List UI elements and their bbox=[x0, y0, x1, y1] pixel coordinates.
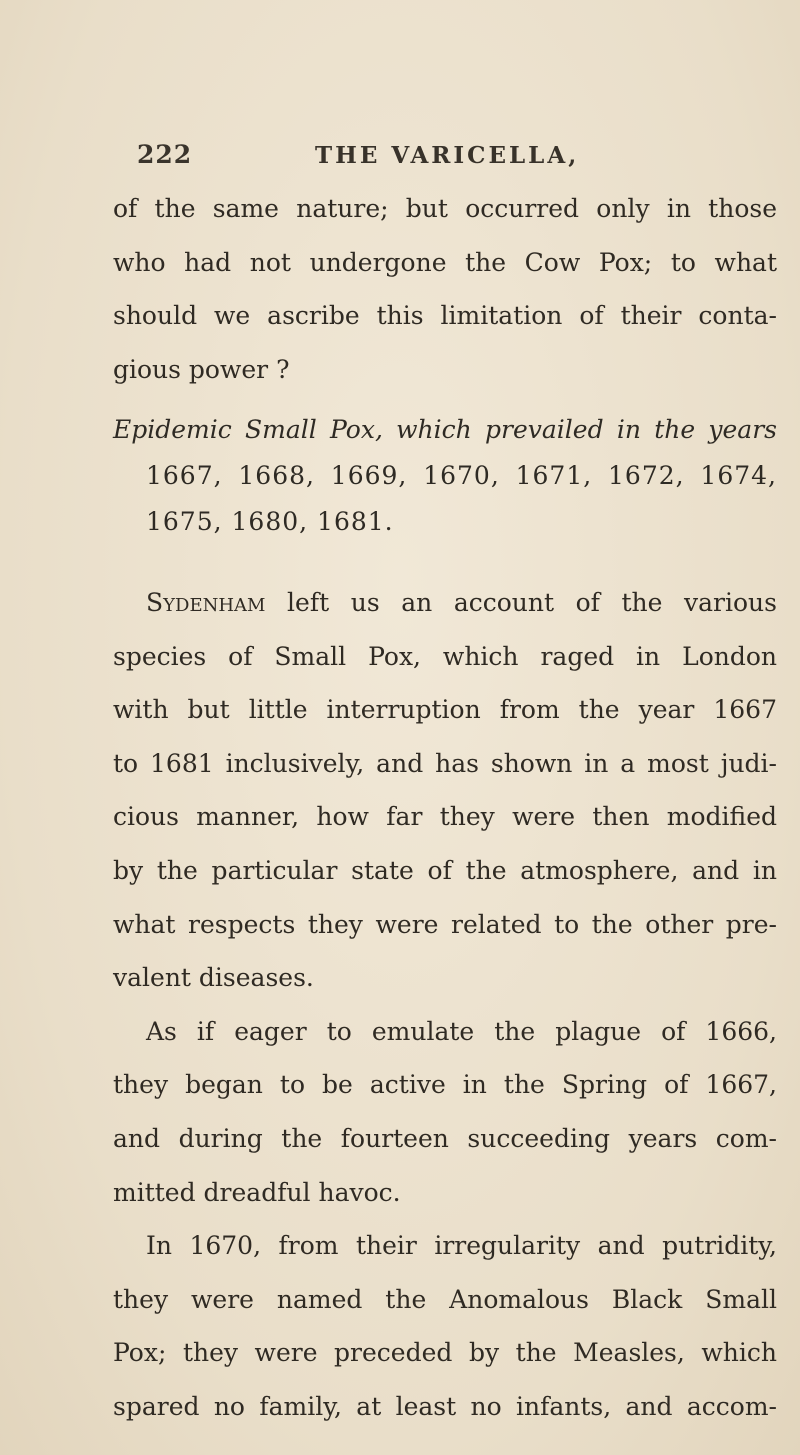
text-line: In 1670, from their irregularity and putridity, bbox=[146, 1231, 777, 1261]
text-line: they began to be active in the Spring of 1667, bbox=[113, 1070, 777, 1100]
text-line: spared no family, at least no infants, and accom- bbox=[113, 1391, 777, 1421]
section-title: Epidemic Small Pox, which prevailed in the years bbox=[113, 415, 777, 444]
text-line: gious power ? bbox=[113, 354, 290, 384]
text-line: to 1681 inclusively, and has shown in a most judi- bbox=[113, 748, 777, 778]
text-line: species of Small Pox, which raged in London bbox=[113, 641, 777, 671]
text-line: what respects they were related to the other pre- bbox=[113, 909, 777, 939]
text-line: of the same nature; but occurred only in those bbox=[113, 194, 777, 223]
running-head: THE VARICELLA, bbox=[315, 142, 580, 169]
text-line: they were named the Anomalous Black Small bbox=[113, 1284, 777, 1314]
text-fragment: left us an account of the various bbox=[265, 588, 777, 617]
text-line: with but little interruption from the year 1667 bbox=[113, 695, 777, 725]
page-number: 222 bbox=[137, 140, 193, 169]
text-line: mitted dreadful havoc. bbox=[113, 1177, 401, 1207]
text-line: and during the fourteen succeeding years com- bbox=[113, 1123, 777, 1153]
page-header bbox=[137, 140, 777, 180]
text-line: As if eager to emulate the plague of 1666, bbox=[146, 1016, 777, 1046]
section-years-line: 1675, 1680, 1681. bbox=[146, 507, 394, 536]
text-line bbox=[113, 576, 777, 630]
text-line: valent diseases. bbox=[113, 963, 314, 993]
paragraph-2 bbox=[113, 576, 777, 1434]
text-line: by the particular state of the atmosphere, and in bbox=[113, 855, 777, 885]
paragraph-1 bbox=[113, 182, 777, 396]
text-line: Pox; they were preceded by the Measles, which bbox=[113, 1338, 777, 1368]
section-heading bbox=[113, 407, 777, 545]
text-line: cious manner, how far they were then modified bbox=[113, 802, 777, 832]
text-line: who had not undergone the Cow Pox; to what bbox=[113, 247, 777, 277]
author-name: Sydenham bbox=[146, 588, 266, 617]
section-years-line: 1667, 1668, 1669, 1670, 1671, 1672, 1674, bbox=[146, 461, 777, 490]
text-line: should we ascribe this limitation of their conta- bbox=[113, 301, 777, 331]
